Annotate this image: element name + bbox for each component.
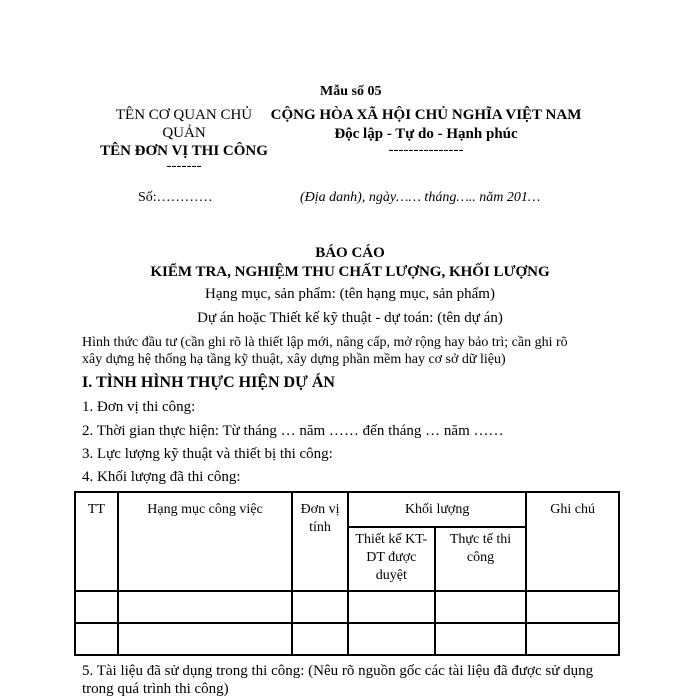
agency-name-line2: QUẢN bbox=[162, 125, 206, 141]
item-5-line1: 5. Tài liệu đã sử dụng trong thi công: (Nêu rõ nguồn gốc các tài liệu đã được sử dụng bbox=[82, 663, 594, 679]
place-date: (Địa danh), ngày…… tháng….. năm 201… bbox=[300, 190, 541, 205]
subtitle-project: Dự án hoặc Thiết kế kỹ thuật - dự toán: (tên dự án) bbox=[197, 310, 503, 326]
investment-form-line1: Hình thức đầu tư (cần ghi rõ là thiết lập mới, nâng cấp, mở rộng hay bảo trì; cần ghi rõ bbox=[82, 335, 568, 350]
report-title bbox=[0, 244, 700, 282]
table-row bbox=[75, 623, 619, 655]
table-cell[interactable] bbox=[348, 623, 435, 655]
unit-name: TÊN ĐƠN VỊ THI CÔNG bbox=[100, 143, 268, 159]
title-line2: KIỂM TRA, NGHIỆM THU CHẤT LƯỢNG, KHỐI LƯỢNG bbox=[150, 264, 550, 280]
header-actual-line1: Thực tế thi bbox=[449, 532, 512, 547]
table-cell[interactable] bbox=[118, 623, 292, 655]
subtitle-category: Hạng mục, sản phẩm: (tên hạng mục, sản phẩm) bbox=[205, 286, 495, 302]
item-5 bbox=[82, 662, 642, 698]
section-heading: I. TÌNH HÌNH THỰC HIỆN DỰ ÁN bbox=[82, 374, 335, 391]
item-1: 1. Đơn vị thi công: bbox=[82, 399, 196, 415]
right-header bbox=[264, 106, 588, 156]
item-2: 2. Thời gian thực hiện: Từ tháng … năm …… đến tháng … năm …… bbox=[82, 423, 504, 439]
right-divider: --------------- bbox=[388, 142, 464, 158]
motto: Độc lập - Tự do - Hạnh phúc bbox=[334, 126, 518, 142]
header-design-line3: duyệt bbox=[375, 568, 407, 583]
header-actual bbox=[435, 527, 527, 591]
country-name: CỘNG HÒA XÃ HỘI CHỦ NGHĨA VIỆT NAM bbox=[270, 107, 582, 123]
header-unit bbox=[292, 492, 348, 591]
investment-form-line2: xây dựng hệ thống hạ tầng kỹ thuật, xây dựng phần mềm hay cơ sở dữ liệu) bbox=[82, 352, 506, 367]
table-cell[interactable] bbox=[118, 591, 292, 623]
title-line1: BÁO CÁO bbox=[315, 245, 385, 261]
volume-table bbox=[74, 491, 620, 656]
table-row bbox=[75, 591, 619, 623]
table-cell[interactable] bbox=[526, 623, 619, 655]
header-task: Hạng mục công việc bbox=[118, 492, 292, 591]
header-unit-line1: Đơn vị bbox=[300, 502, 340, 517]
table-header-row bbox=[75, 492, 619, 527]
item-3: 3. Lực lượng kỹ thuật và thiết bị thi công: bbox=[82, 446, 333, 462]
table-cell[interactable] bbox=[435, 623, 527, 655]
header-tt: TT bbox=[75, 492, 118, 591]
header-design bbox=[348, 527, 435, 591]
table-cell[interactable] bbox=[75, 623, 118, 655]
item-5-line2: trong quá trình thi công) bbox=[82, 681, 229, 697]
header-actual-line2: công bbox=[466, 550, 495, 565]
header-design-line1: Thiết kế KT- bbox=[355, 532, 428, 547]
table-cell[interactable] bbox=[435, 591, 527, 623]
table-cell[interactable] bbox=[292, 623, 348, 655]
investment-form bbox=[82, 334, 642, 368]
document-number: Số:………… bbox=[138, 190, 213, 205]
left-divider: ------- bbox=[166, 158, 202, 174]
header-unit-line2: tính bbox=[309, 520, 331, 535]
table-cell[interactable] bbox=[348, 591, 435, 623]
table-cell[interactable] bbox=[292, 591, 348, 623]
item-4: 4. Khối lượng đã thi công: bbox=[82, 469, 241, 485]
header-design-line2: DT được bbox=[366, 550, 417, 565]
table-cell[interactable] bbox=[526, 591, 619, 623]
header-volume: Khối lượng bbox=[348, 492, 526, 527]
table-cell[interactable] bbox=[75, 591, 118, 623]
left-header bbox=[84, 106, 284, 172]
agency-name-line1: TÊN CƠ QUAN CHỦ bbox=[115, 107, 253, 123]
form-number: Mẫu số 05 bbox=[320, 84, 382, 99]
header-note: Ghi chú bbox=[526, 492, 619, 591]
